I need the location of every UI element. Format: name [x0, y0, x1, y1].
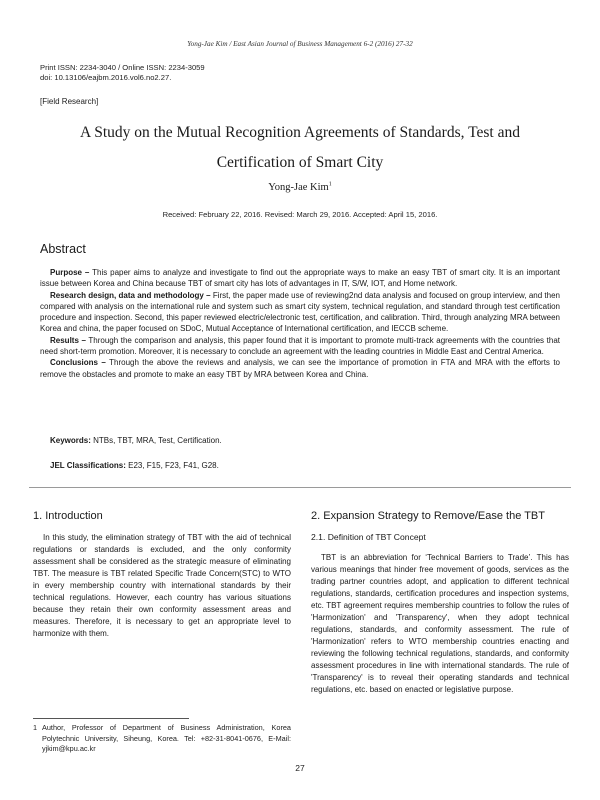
jel-label: JEL Classifications: [50, 461, 126, 470]
abstract-methodology-label: Research design, data and methodology – [50, 290, 211, 300]
author-footnote-mark: 1 [328, 181, 332, 188]
issn-line: Print ISSN: 2234-3040 / Online ISSN: 2234-3059 [40, 63, 205, 72]
section-divider [29, 487, 571, 488]
doi-line: doi: 10.13106/eajbm.2016.vol6.no2.27. [40, 73, 172, 82]
abstract-purpose-text: This paper aims to analyze and investigate to find out the appropriate ways to make an easy TBT of smart city. It is an important issue between Korea and China because TBT of smart city has lots of advantages in IT, S/W, IOT, and Home network. [40, 268, 561, 289]
left-column [33, 510, 291, 640]
right-column [311, 510, 569, 696]
abstract-results-text: Through the comparison and analysis, this paper found that it is important to promote multi-track agreements with the countries that need short-term promotion. Moreover, it is necessary to conclude an agreement with the leading countries in Middle East and Central America. [40, 335, 560, 357]
keywords-line [50, 436, 222, 445]
footnote-number: 1 [33, 723, 38, 732]
received-dates: Received: February 22, 2016. Revised: March 29, 2016. Accepted: April 15, 2016. [162, 210, 438, 219]
issn-block [40, 63, 205, 83]
introduction-heading: 1. Introduction [33, 510, 103, 522]
tbt-definition-subheading: 2.1. Definition of TBT Concept [311, 532, 426, 542]
paper-title [60, 118, 540, 178]
keywords-label: Keywords: [50, 436, 91, 445]
jel-line [50, 461, 219, 470]
tbt-definition-paragraph: TBT is an abbreviation for ‘Technical Barriers to Trade’. This has various meanings that hinder free movement of goods, services as the trading partner countries adopt, and application to different technical regulations, standards, certification procedures and inspection systems, etc. TBT agreement requires membership countries to follow the rules of 'Harmonization' and 'Transparency', when they adopt technical regulations, standards, and conformity assessment. The rule of 'Harmonization' refers to WTO membership countries enacting and reviewing the following technical regulations, standards, and conformity assessment procedures in line with international standards. The rule of 'Transparency' is to reveal their operating standards and technical regulations, etc. based on enacted or legislative purpose. [311, 553, 569, 694]
abstract-body [40, 267, 560, 380]
author-line [0, 182, 600, 193]
abstract-methodology [40, 290, 560, 335]
page-number: 27 [295, 763, 305, 773]
abstract-results-label: Results – [50, 335, 86, 345]
abstract-purpose [40, 267, 560, 290]
article-type-label: [Field Research] [40, 97, 99, 106]
title-line-1: A Study on the Mutual Recognition Agreements of Standards, Test and [80, 124, 520, 141]
introduction-paragraph: In this study, the elimination strategy of TBT with the aid of technical regulations or standards is excluded, and the only conformity assessment shall be considered as the strategic measure of eliminating TBT. The measure is TBT related Specific Trade Concern(STC) to WTO in every membership country with international standards by their technical regulations. However, each country has various situations because they retain their own conformity assessment areas and measures. Therefore, it is necessary to get an appropriate level to harmonize with them. [33, 533, 291, 638]
abstract-conclusions [40, 357, 560, 380]
running-head: Yong-Jae Kim / East Asian Journal of Business Management 6-2 (2016) 27-32 [187, 40, 413, 48]
expansion-heading: 2. Expansion Strategy to Remove/Ease the TBT [311, 510, 545, 522]
title-line-2: Certification of Smart City [216, 154, 384, 171]
abstract-conclusions-label: Conclusions – [50, 358, 106, 368]
footnote-text: Author, Professor of Department of Business Administration, Korea Polytechnic University, Siheung, Korea. Tel: +82-31-8041-0676, E-Mail: yjkim@kpu.ac.kr [42, 723, 291, 753]
abstract-methodology-text: First, the paper made use of reviewing2nd data analysis and focused on group interview, and then compared with analysis on the international rule and system such as smart city system, technical regulation, and standard through test certification procedure and inspection. Second, this paper reviewed electric/electronic test, certification, and calibration. Third, through analyzing MRA between Korea and china, the paper focused on SDoC, Mutual Acceptance of International certification, and IECCB scheme. [40, 290, 560, 334]
keywords-text: NTBs, TBT, MRA, Test, Certification. [90, 436, 222, 445]
abstract-results [40, 335, 560, 358]
abstract-heading: Abstract [40, 242, 86, 256]
abstract-conclusions-text: Through the above the reviews and analysis, we can see the importance of promotion in FTA and MRA with the efforts to remove the obstacles and promote to make an easy TBT by MRA between Korea and China. [40, 358, 560, 379]
author-name: Yong-Jae Kim [268, 182, 329, 193]
abstract-purpose-label: Purpose – [50, 268, 90, 277]
author-footnote [33, 723, 291, 755]
footnote-rule [33, 718, 189, 719]
jel-text: E23, F15, F23, F41, G28. [125, 461, 219, 470]
